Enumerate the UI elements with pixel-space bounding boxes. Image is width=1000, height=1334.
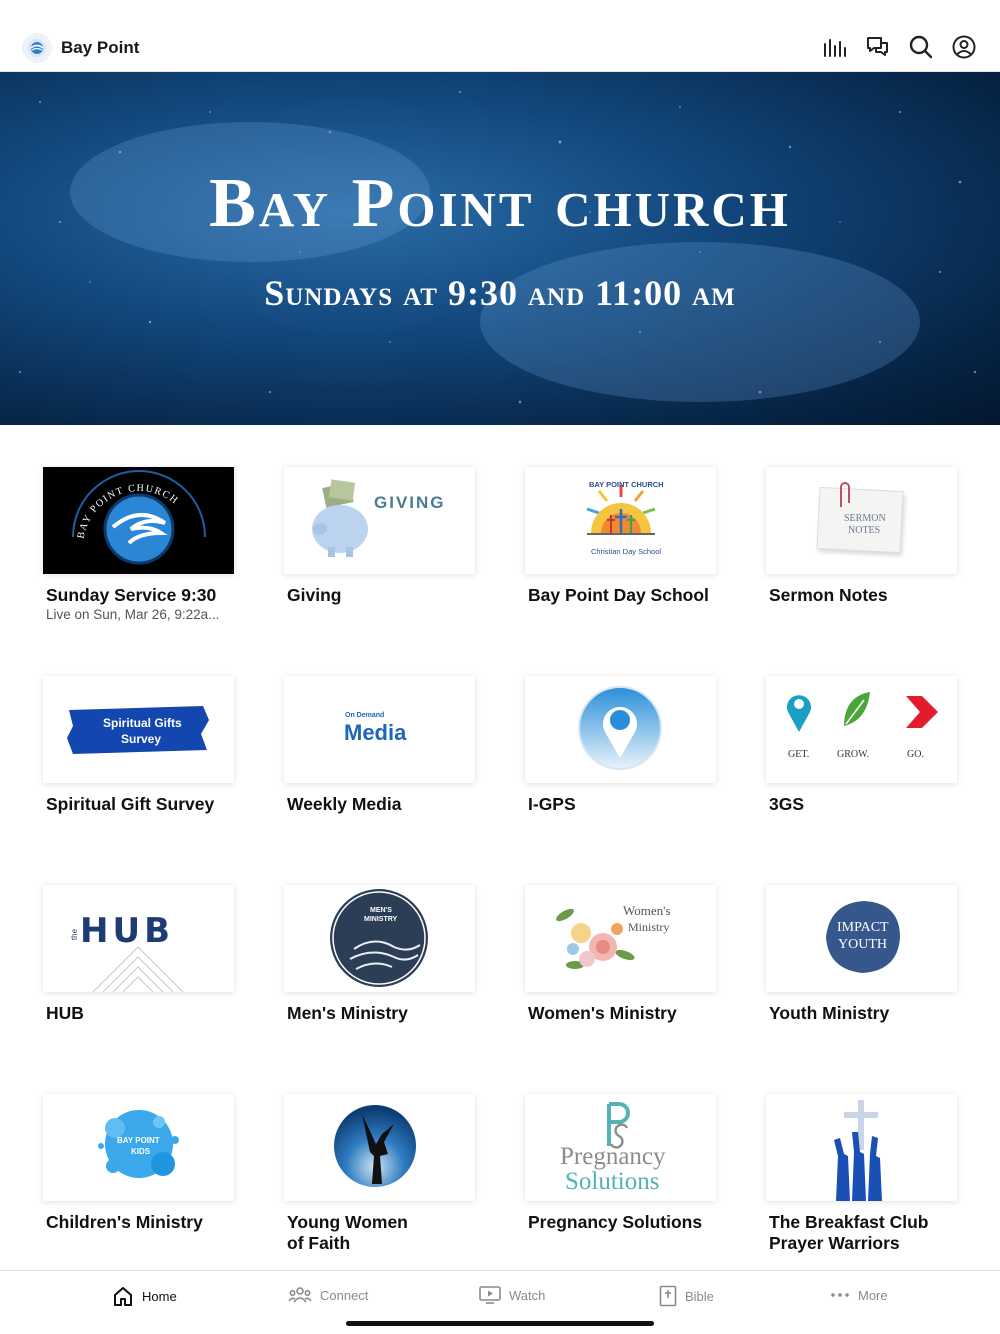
tile-3gs[interactable] [766,676,957,815]
piggy-bank-icon [284,467,475,574]
pregnancy-solutions-thumbnail [525,1094,716,1201]
hero-banner [0,72,1000,425]
nav-watch[interactable] [479,1285,545,1305]
home-icon [112,1285,134,1307]
tile-title: Bay Point Day School [528,585,709,605]
childrens-ministry-thumbnail [43,1094,234,1201]
nav-label-home: Home [142,1288,177,1304]
mens-ministry-thumbnail [284,885,475,992]
tv-play-icon [479,1285,501,1305]
starfield-background [0,72,1000,425]
sunday-service-thumbnail [43,467,234,574]
brand[interactable] [22,33,139,63]
hub-thumb-text-2: the [70,928,80,941]
giving-thumb-text: GIVING [374,493,446,512]
spiritual-gifts-thumbnail [43,676,234,783]
3gs-label-get: GET. [788,749,810,760]
tile-mens-ministry[interactable] [284,885,475,1024]
sermon-notes-thumbnail [766,467,957,574]
tile-title: 3GS [769,794,805,814]
tile-title: HUB [46,1003,84,1023]
childrens-thumb-text-2: KIDS [131,1147,151,1156]
nav-label-connect: Connect [320,1287,369,1303]
pregnancy-thumb-text-2: Solutions [565,1168,660,1195]
hub-thumbnail [43,885,234,992]
tile-title: Spiritual Gift Survey [46,794,215,814]
tile-sermon-notes[interactable] [766,467,957,606]
nav-connect[interactable] [288,1285,368,1305]
pregnancy-thumb-text: Pregnancy [560,1143,666,1170]
tile-title: Weekly Media [287,794,402,814]
day-school-thumb-text: BAY POINT CHURCH [589,480,664,489]
young-women-thumbnail [284,1094,475,1201]
audio-bars-icon[interactable] [822,34,847,59]
spiritual-gifts-thumb-text-2: Survey [121,732,162,746]
womens-ministry-thumb-text-2: Ministry [628,920,670,934]
tile-sunday-service[interactable] [43,467,234,622]
tile-breakfast-club[interactable] [766,1094,957,1254]
hero-subtitle: Sundays at 9:30 and 11:00 am [264,273,736,313]
tile-young-women-of-faith[interactable] [284,1094,475,1254]
location-pin-icon [525,676,716,783]
tile-weekly-media[interactable] [284,676,475,815]
nav-more[interactable] [830,1285,888,1305]
weekly-media-thumb-text: On Demand [345,712,385,719]
3gs-label-go: GO. [907,749,924,760]
app-name: Bay Point [61,38,140,57]
i-gps-thumbnail [525,676,716,783]
3gs-label-grow: GROW. [837,749,870,760]
tile-title: Sermon Notes [769,585,888,605]
tile-subtitle: Live on Sun, Mar 26, 9:22a... [46,607,220,622]
day-school-thumbnail [525,467,716,574]
nav-label-bible: Bible [685,1288,714,1304]
mens-ministry-thumb-text-2: MINISTRY [364,916,398,923]
tile-hub[interactable] [43,885,234,1024]
paperclip-icon [836,481,852,509]
tile-title: The Breakfast Club Prayer Warriors [769,1212,929,1253]
tile-pregnancy-solutions[interactable] [525,1094,716,1233]
breakfast-club-thumbnail [766,1094,957,1201]
tile-i-gps[interactable] [525,676,716,815]
church-logo-icon [22,33,52,63]
tile-childrens-ministry[interactable] [43,1094,234,1233]
tile-youth-ministry[interactable] [766,885,957,1024]
bible-icon [659,1285,677,1307]
youth-ministry-thumbnail [766,885,957,992]
youth-thumb-text: IMPACT [837,920,889,935]
tile-title: Giving [287,585,342,605]
arrow-chevron-icon [902,694,940,730]
tile-title: Pregnancy Solutions [528,1212,703,1232]
tile-title: Women's Ministry [528,1003,677,1023]
search-icon[interactable] [908,34,933,59]
tile-day-school[interactable] [525,467,716,606]
sunday-service-thumb-text: BAY POINT CHURCH [75,482,181,540]
pin-icon [784,690,814,734]
nav-home[interactable] [112,1285,177,1307]
tile-womens-ministry[interactable] [525,885,716,1024]
nav-bible[interactable] [659,1285,714,1307]
tile-title: Men's Ministry [287,1003,408,1023]
womens-ministry-thumbnail [525,885,716,992]
giving-thumbnail [284,467,475,574]
day-school-thumb-text-2: Christian Day School [591,547,662,556]
tile-title: Sunday Service 9:30 [46,585,217,605]
people-icon [288,1285,312,1305]
home-indicator [346,1321,654,1326]
tile-giving[interactable] [284,467,475,606]
hero-title: Bay Point church [209,165,791,242]
mens-ministry-thumb-text: MEN'S [370,907,392,914]
weekly-media-thumbnail [284,676,475,783]
womens-ministry-thumb-text: Women's [623,903,671,918]
hub-thumb-text: HUB [80,911,174,951]
more-dots-icon [830,1285,850,1305]
tile-title: Children's Ministry [46,1212,203,1232]
spiritual-gifts-thumb-text: Spiritual Gifts [103,716,182,730]
3gs-thumbnail [766,676,957,783]
silhouette-sunset-icon [284,1094,475,1201]
tile-spiritual-gift-survey[interactable] [43,676,234,815]
leaf-icon [840,690,872,730]
nav-label-watch: Watch [509,1287,546,1303]
childrens-thumb-text: BAY POINT [117,1136,160,1145]
chat-icon[interactable] [865,34,890,59]
mens-ministry-logo-icon [284,885,475,992]
weekly-media-thumb-text-2: Media [344,720,407,745]
sermon-notes-thumb-text-2: NOTES [848,525,881,536]
tile-title: I-GPS [528,794,576,814]
flower-bouquet-icon [525,885,716,992]
tile-title: Youth Ministry [769,1003,890,1023]
tile-title: Young Women of Faith [287,1212,408,1253]
nav-label-more: More [858,1287,888,1303]
cross-hands-icon [766,1094,957,1201]
account-icon[interactable] [951,34,976,59]
top-app-bar [0,0,1000,72]
sermon-notes-thumb-text: SERMON [844,513,886,524]
youth-thumb-text-2: YOUTH [838,937,887,952]
